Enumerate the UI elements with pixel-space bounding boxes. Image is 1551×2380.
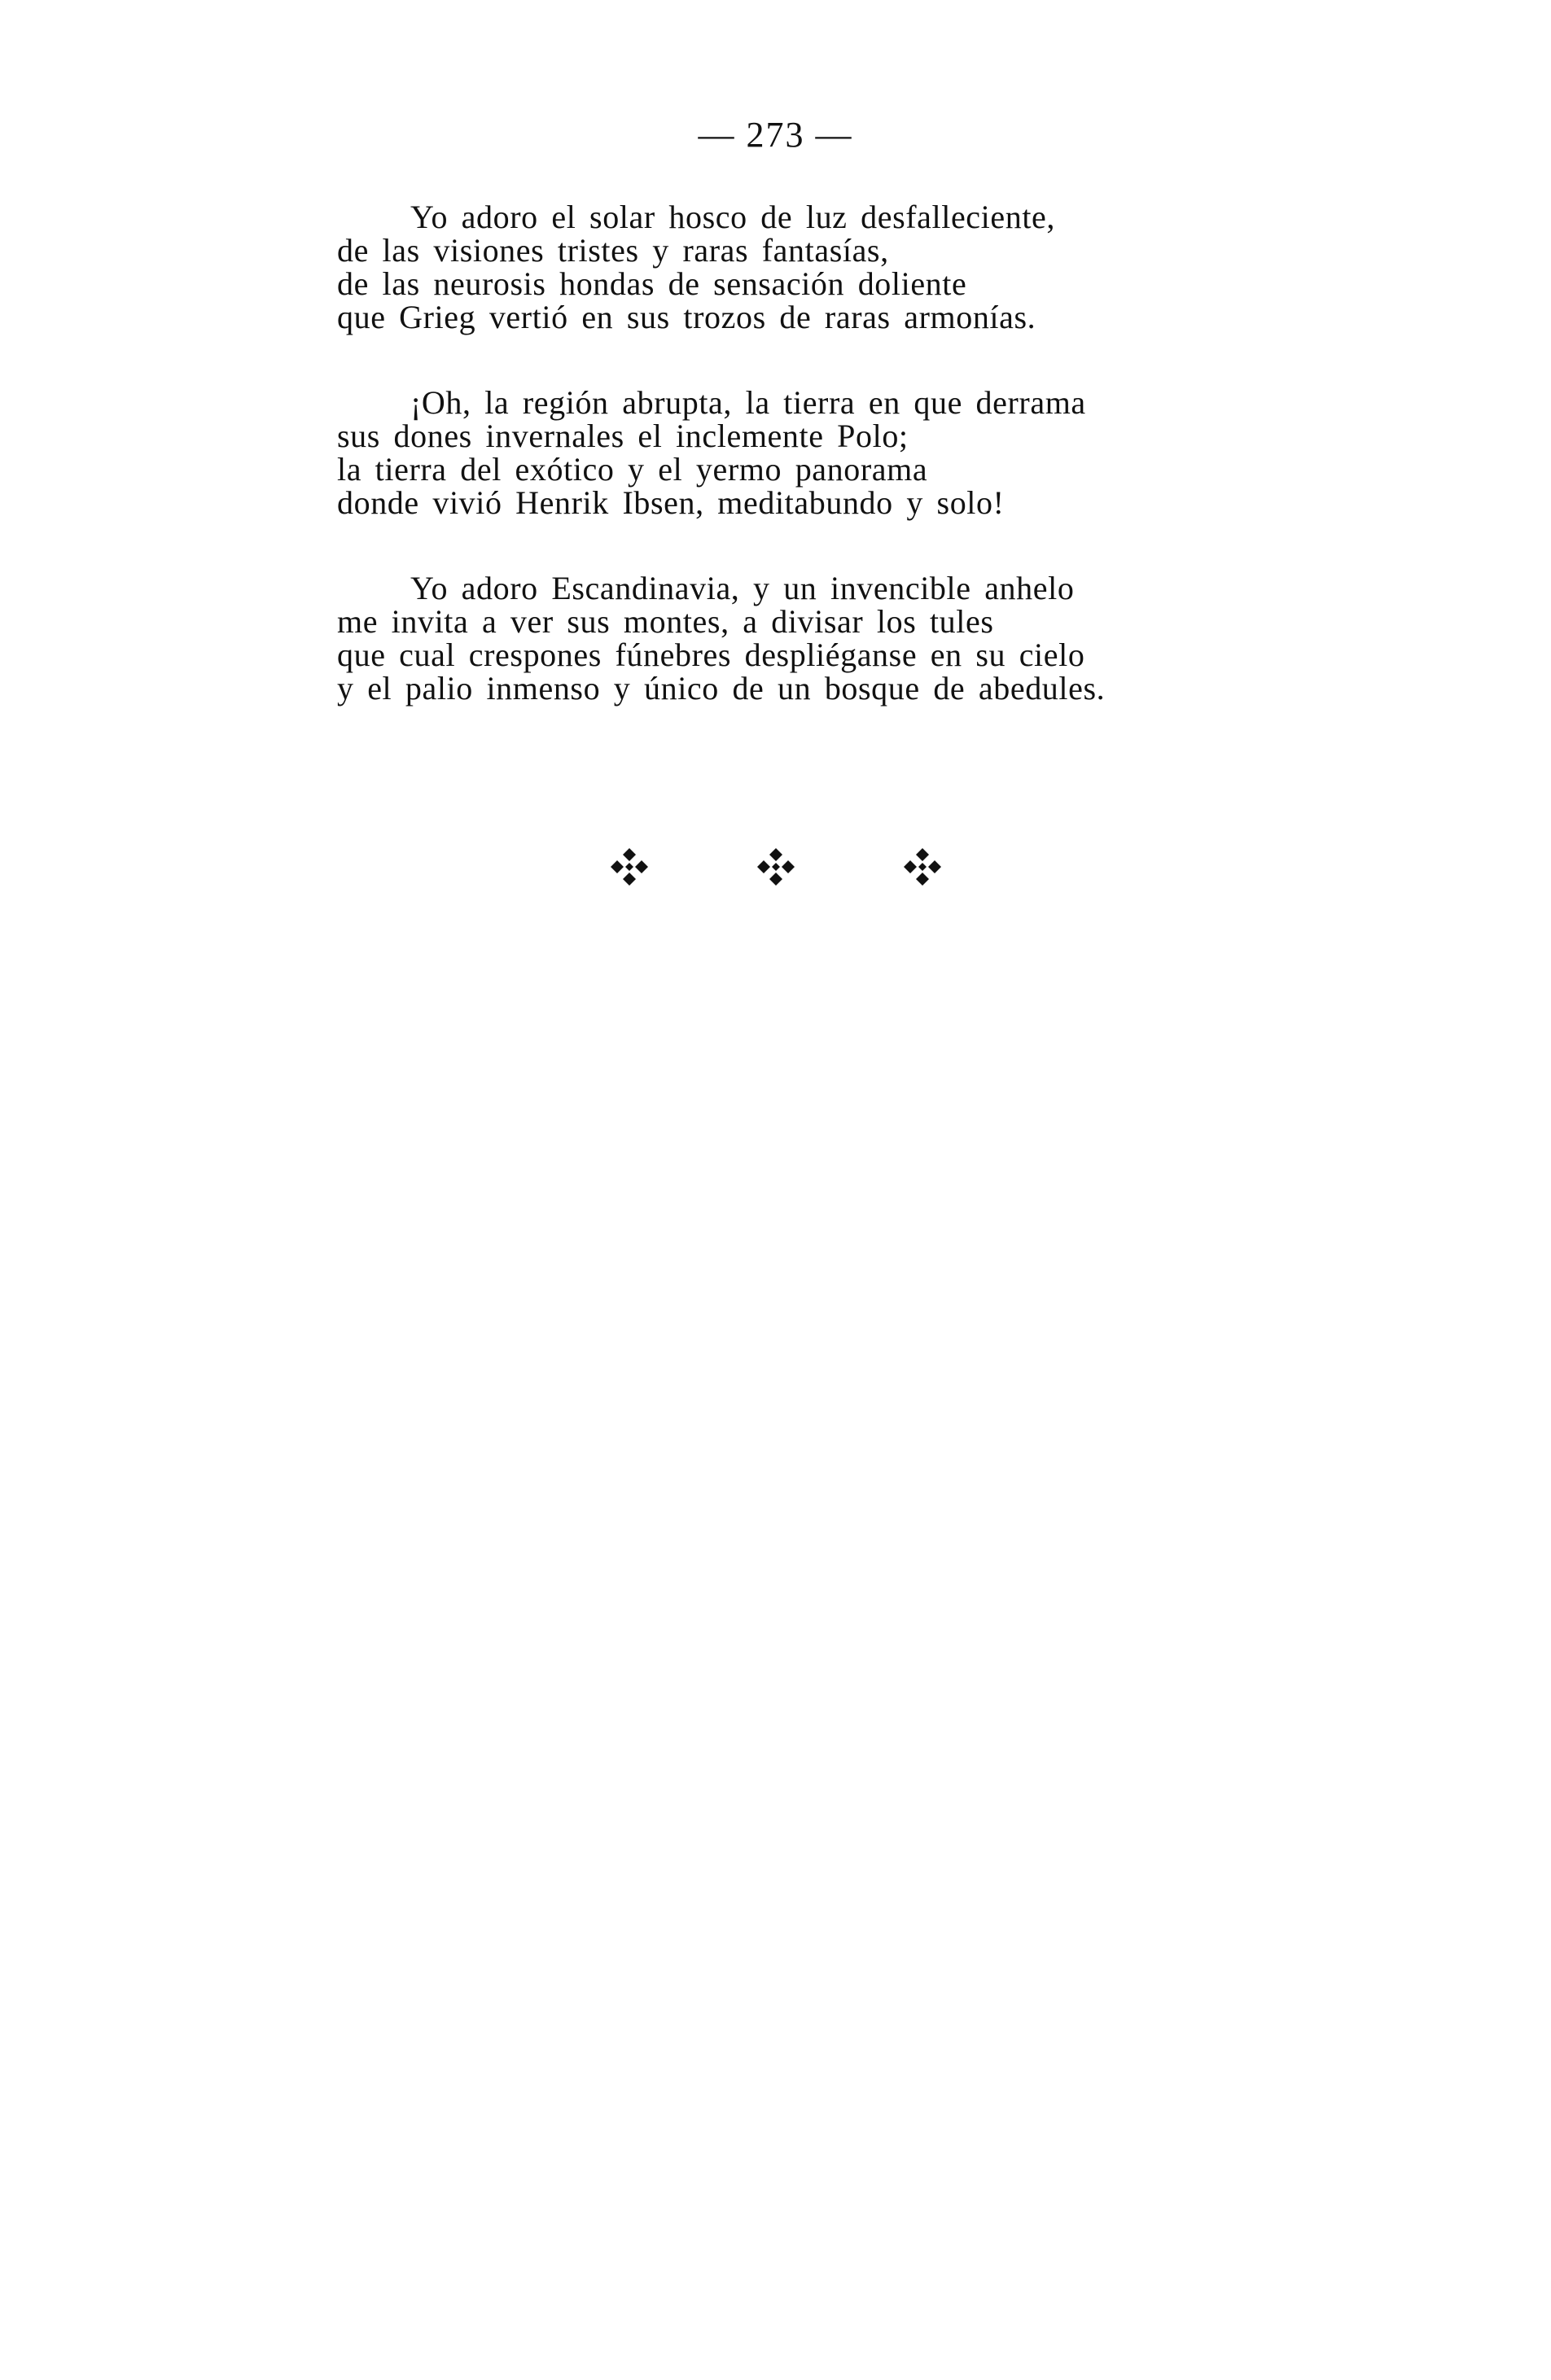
ornament-row xyxy=(0,847,1551,887)
poem-line: y el palio inmenso y único de un bosque de abedules. xyxy=(337,670,1106,707)
poem xyxy=(337,200,1249,757)
page-number: — 273 — xyxy=(698,115,853,155)
poem-line: sus dones invernales el inclemente Polo; xyxy=(337,418,909,454)
stanza-2 xyxy=(337,386,1249,519)
poem-line: Yo adoro el solar hosco de luz desfalleciente, xyxy=(410,199,1055,235)
diamond-ornament-icon xyxy=(609,847,650,887)
poem-line: la tierra del exótico y el yermo panorama xyxy=(337,451,928,488)
poem-line: que cual crespones fúnebres despliéganse en su cielo xyxy=(337,637,1085,673)
diamond-ornament-icon xyxy=(902,847,943,887)
poem-line: Yo adoro Escandinavia, y un invencible anhelo xyxy=(410,570,1075,606)
stanza-1 xyxy=(337,200,1249,334)
diamond-ornament-icon xyxy=(756,847,796,887)
poem-line: de las neurosis hondas de sensación doliente xyxy=(337,265,967,302)
stanza-3 xyxy=(337,571,1249,705)
poem-line: que Grieg vertió en sus trozos de raras armonías. xyxy=(337,299,1036,335)
poem-line: me invita a ver sus montes, a divisar los tules xyxy=(337,603,994,640)
poem-line: donde vivió Henrik Ibsen, meditabundo y solo! xyxy=(337,484,1005,521)
poem-line: de las visiones tristes y raras fantasías, xyxy=(337,232,889,269)
poem-line: ¡Oh, la región abrupta, la tierra en que derrama xyxy=(410,384,1086,421)
